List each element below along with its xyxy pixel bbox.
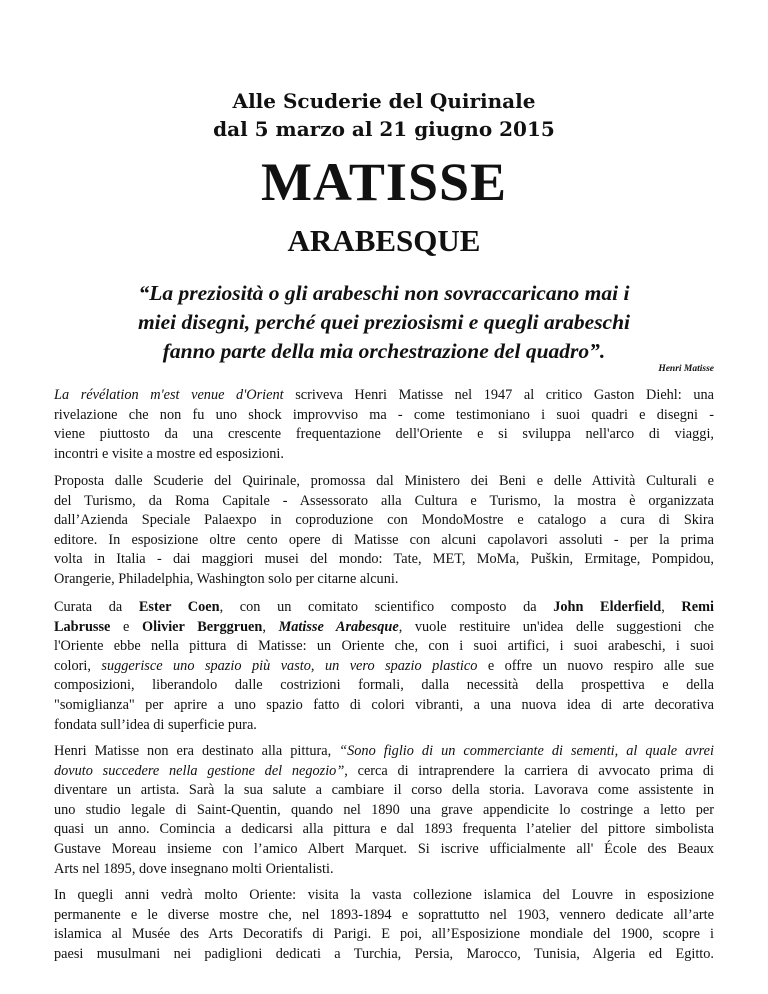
text-run: Curata da xyxy=(54,599,139,615)
text-line: permanente e le diverse mostre che, nel 1893-1894 e soprattutto nel 1903, vennero dedicate all’arte xyxy=(54,906,714,923)
text-run: , vuole restituire un'idea delle suggestioni che xyxy=(398,618,714,635)
text-run: colori, xyxy=(54,657,102,674)
text-line xyxy=(54,386,714,406)
italic-quote: dovuto succedere nella gestione del negozio” xyxy=(54,762,345,779)
text-line: Proposta dalle Scuderie del Quirinale, promossa dal Ministero dei Beni e delle Attività Culturali e xyxy=(54,473,714,489)
text-run: , con un comitato scientifico composto da xyxy=(219,599,554,615)
text-line xyxy=(54,618,714,638)
text-line: composizioni, liberandolo dalle costrizioni formali, dalla necessità della prospettiva e della xyxy=(54,677,714,694)
text-line: Arts nel 1895, dove insegnano molti Orientalisti. xyxy=(54,860,334,877)
paragraph-2 xyxy=(54,472,714,590)
text-line: uno studio legale di Saint-Quentin, quando nel 1890 una grave appendicite lo costringe a letto per xyxy=(54,801,714,818)
quote-author: Henri Matisse xyxy=(658,364,714,374)
text-line: Orangerie, Philadelphia, Washington solo per citarne alcuni. xyxy=(54,570,399,587)
text-line: del Turismo, da Roma Capitale - Assessorato alla Cultura e Turismo, la mostra è organizzata xyxy=(54,492,714,509)
text-run: e xyxy=(110,618,142,635)
committee-name: Remi xyxy=(681,599,714,615)
text-line xyxy=(54,598,714,618)
text-line: Gustave Moreau insieme con l’amico Albert Marquet. Si iscrive ufficialmente all' École des Beaux xyxy=(54,840,714,857)
quote-line: “La preziosità o gli arabeschi non sovraccaricano mai i xyxy=(138,281,630,305)
text-line: dall’Azienda Speciale Palaexpo in coproduzione con MondoMostre e catalogo a cura di Skira xyxy=(54,512,714,529)
text-line: In quegli anni vedrà molto Oriente: visita la vasta collezione islamica del Louvre in esposizione xyxy=(54,887,714,903)
subtitle: ARABESQUE xyxy=(287,223,481,258)
italic-phrase: suggerisce uno spazio più vasto, un vero spazio plastico xyxy=(101,657,478,674)
text-line: viene piuttosto da una crescente frequentazione dell'Oriente e si sviluppa nell'arco di viaggi, xyxy=(54,426,714,443)
text-run: , xyxy=(262,618,279,635)
text-line: "somiglianza" per aprire a uno spazio fatto di colori vibranti, a una nuova idea di arte decorativa xyxy=(54,696,714,713)
paragraph-5 xyxy=(54,886,714,964)
text-line: diventare un artista. Sarà la sua salute a cambiare il corso della storia. Lavorava come assistente in xyxy=(54,782,714,799)
text-run: , xyxy=(661,599,682,615)
text-line: fondata sull’idea di superficie pura. xyxy=(54,716,257,733)
text-line: incontri e visite a mostre ed esposizioni. xyxy=(54,445,284,462)
exhibition-name: Matisse Arabesque xyxy=(278,618,399,635)
quote-line: fanno parte della mia orchestrazione del quadro”. xyxy=(162,339,606,363)
venue-heading: Alle Scuderie del Quirinale xyxy=(232,89,536,113)
text-line: editore. In esposizione oltre cento opere di Matisse con alcuni capolavori assoluti - per la prima xyxy=(54,531,714,548)
text-run: e offre un nuovo respiro alle sue xyxy=(477,657,714,674)
italic-phrase: La révélation m'est venue d'Orient xyxy=(54,387,284,403)
paragraph-3 xyxy=(54,598,714,735)
quote-line: miei disegni, perché quei preziosismi e quegli arabeschi xyxy=(137,310,631,334)
text-line xyxy=(54,762,714,782)
italic-quote: “Sono figlio di un commerciante di sementi, al quale avrei xyxy=(339,743,714,759)
text-line xyxy=(54,742,714,762)
text-run: scriveva Henri Matisse nel 1947 al critico Gaston Diehl: una xyxy=(283,387,714,403)
committee-name: John Elderfield xyxy=(553,599,662,615)
text-run: Henri Matisse non era destinato alla pittura, xyxy=(54,743,340,759)
text-run: , cerca di intraprendere la carriera di avvocato prima di xyxy=(344,762,715,779)
text-line: quasi un anno. Comincia a dedicarsi alla pittura e dal 1893 frequenta l’atelier del pittore simbolista xyxy=(54,821,714,838)
dates-heading: dal 5 marzo al 21 giugno 2015 xyxy=(213,117,555,141)
main-title: MATISSE xyxy=(260,152,508,212)
text-line xyxy=(54,657,714,677)
text-line: rivelazione che non fu uno shock improvviso ma - come testimoniano i suoi quadri e disegni - xyxy=(54,406,714,423)
text-line: paesi musulmani nei padiglioni dedicati a Turchia, Persia, Marocco, Tunisia, Algeria ed Egitto. xyxy=(54,945,714,962)
paragraph-4 xyxy=(54,742,714,879)
text-line: islamica al Musée des Arts Decoratifs di Parigi. E poi, all’Esposizione mondiale del 1900, scopre i xyxy=(54,926,714,943)
committee-name: Labrusse xyxy=(54,618,111,635)
committee-name: Olivier Berggruen xyxy=(142,618,263,635)
paragraph-1 xyxy=(54,386,714,464)
quote xyxy=(70,279,698,366)
text-line: l'Oriente ebbe nella pittura di Matisse: un Oriente che, con i suoi artifici, i suoi arabeschi, i suoi xyxy=(54,638,714,655)
curator-name: Ester Coen xyxy=(138,599,220,615)
text-line: volta in Italia - dai maggiori musei del mondo: Tate, MET, MoMa, Puškin, Ermitage, Pompidou, xyxy=(54,551,714,568)
